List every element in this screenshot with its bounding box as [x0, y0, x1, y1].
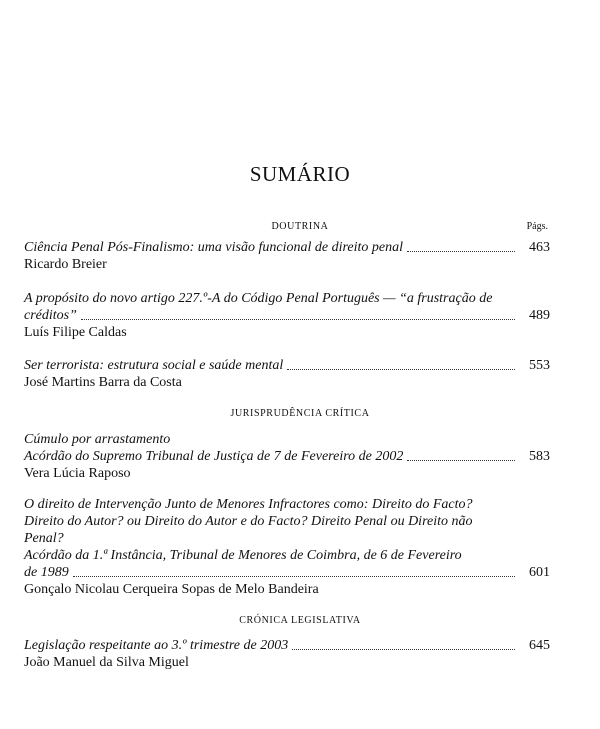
entry-title-line	[24, 496, 550, 513]
entry-title-text: Cúmulo por arrastamento	[24, 432, 171, 447]
entry-author: Ricardo Breier	[24, 257, 107, 272]
entry-title-text: Ciência Penal Pós-Finalismo: uma visão funcional de direito penal	[24, 240, 403, 255]
entry-title-line	[24, 239, 550, 256]
entry-title-text: A propósito do novo artigo 227.º-A do Código Penal Português — “a frustração de	[24, 291, 493, 306]
toc-entry	[24, 290, 550, 341]
dot-leader	[292, 649, 515, 650]
entry-author: José Martins Barra da Costa	[24, 375, 182, 390]
entry-author: Gonçalo Nicolau Cerqueira Sopas de Melo Bandeira	[24, 582, 319, 597]
dot-leader	[407, 251, 515, 252]
entry-title-line	[24, 513, 550, 530]
entry-title-line	[24, 637, 550, 654]
page-number: 645	[529, 638, 550, 653]
entry-title-line	[24, 547, 550, 564]
entry-title-text: Acórdão do Supremo Tribunal de Justiça de 7 de Fevereiro de 2002	[24, 449, 404, 464]
entry-title-text: créditos”	[24, 308, 77, 323]
toc-entry	[24, 431, 550, 482]
section-heading-doutrina: DOUTRINA	[271, 221, 329, 232]
section-heading-cronica: CRÓNICA LEGISLATIVA	[239, 615, 361, 626]
entry-title-text: de 1989	[24, 565, 69, 580]
entry-title-line	[24, 357, 550, 374]
dot-leader	[287, 369, 515, 370]
entry-title-line	[24, 448, 550, 465]
dot-leader	[81, 319, 515, 320]
entry-title-text: Direito do Autor? ou Direito do Autor e do Facto? Direito Penal ou Direito não	[24, 514, 473, 529]
toc-entry	[24, 357, 550, 391]
entry-title-text: Legislação respeitante ao 3.º trimestre de 2003	[24, 638, 289, 653]
dot-leader	[407, 460, 515, 461]
entry-title-line	[24, 290, 550, 307]
entry-title-text: Ser terrorista: estrutura social e saúde mental	[24, 358, 284, 373]
toc-entry	[24, 496, 550, 598]
entry-author: Luís Filipe Caldas	[24, 325, 127, 340]
page-number: 583	[529, 449, 550, 464]
entry-title-line	[24, 530, 550, 547]
toc-entry	[24, 637, 550, 671]
entry-title-text: Penal?	[24, 531, 64, 546]
page-number: 553	[529, 358, 550, 373]
entry-title-line	[24, 564, 550, 581]
entry-title-line	[24, 431, 550, 448]
entry-author: João Manuel da Silva Miguel	[24, 655, 189, 670]
section-heading-jurisprudencia: JURISPRUDÊNCIA CRÍTICA	[230, 408, 370, 419]
page-number: 489	[529, 308, 550, 323]
entry-title-line	[24, 307, 550, 324]
toc-entry	[24, 239, 550, 273]
entry-title-text: Acórdão da 1.ª Instância, Tribunal de Menores de Coimbra, de 6 de Fevereiro	[24, 548, 462, 563]
page-number: 601	[529, 565, 550, 580]
page-title: SUMÁRIO	[249, 162, 351, 186]
entry-title-text: O direito de Intervenção Junto de Menores Infractores como: Direito do Facto?	[24, 497, 473, 512]
pages-column-label: Págs.	[526, 221, 548, 232]
dot-leader	[73, 576, 515, 577]
page-number: 463	[529, 240, 550, 255]
entry-author: Vera Lúcia Raposo	[24, 466, 131, 481]
